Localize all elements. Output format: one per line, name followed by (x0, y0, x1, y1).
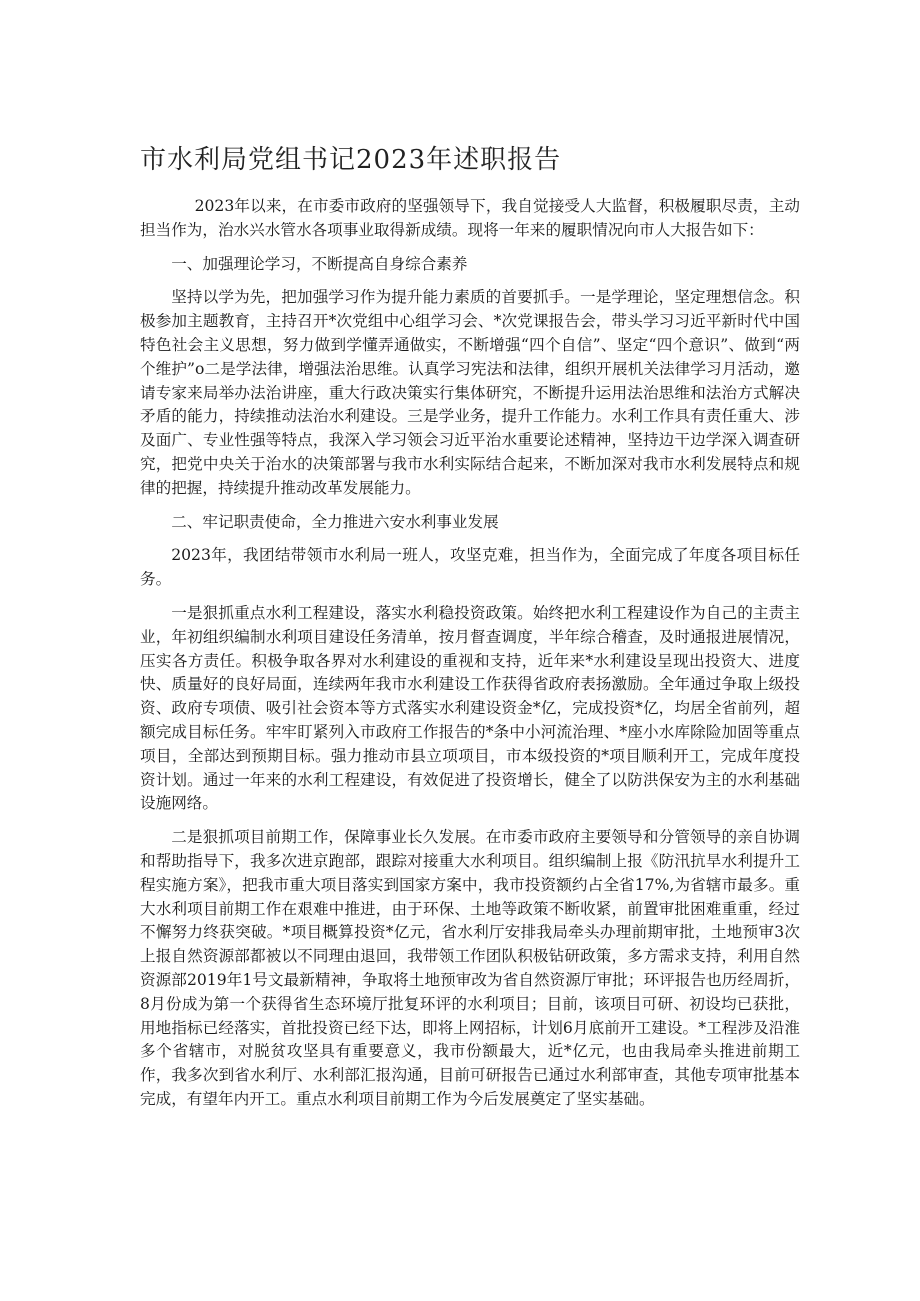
paragraph-project-preparation: 二是狠抓项目前期工作，保障事业长久发展。在市委市政府主要领导和分管领导的亲自协调和帮助指导下，我多次进京跑部，跟踪对接重大水利项目。组织编制上报《防汛抗旱水利提升工程实施方案》，把我市重大项目落实到国家方案中，我市投资额约占全省17%,为省辖市最多。重大水利项目前期工作在艰难中推进，由于环保、土地等政策不断收紧，前置审批困难重重，经过不懈努力终获突破。*项目概算投资*亿元，省水利厅安排我局牵头办理前期审批，土地预审3次上报自然资源部都被以不同理由退回，我带领工作团队积极钻研政策，多方需求支持，利用自然资源部2019年1号文最新精神，争取将土地预审改为省自然资源厅审批；环评报告也历经周折，8月份成为第一个获得省生态环境厅批复环评的水利项目；目前，该项目可研、初设均已获批，用地指标已经落实，首批投资已经下达，即将上网招标，计划6月底前开工建设。*工程涉及沿淮多个省辖市，对脱贫攻坚具有重要意义，我市份额最大，近*亿元，也由我局牵头推进前期工作，我多次到省水利厅、水利部汇报沟通，目前可研报告已通过水利部审查，其他专项审批基本完成，有望年内开工。重点水利项目前期工作为今后发展奠定了坚实基础。 (140, 828, 800, 1108)
section-heading-2: 二、牢记职责使命，全力推进六安水利事业发展 (171, 512, 499, 531)
section-heading-1: 一、加强理论学习，不断提高自身综合素养 (171, 254, 468, 273)
paragraph-theory-study: 坚持以学为先，把加强学习作为提升能力素质的首要抓手。一是学理论，坚定理想信念。积极参加主题教育，主持召开*次党组中心组学习会、*次党课报告会，带头学习习近平新时代中国特色社会主义思想，努力做到学懂弄通做实，不断增强“四个自信”、坚定“四个意识”、做到“两个维护”o二是学法律，增强法治思维。认真学习宪法和法律，组织开展机关法律学习月活动，邀请专家来局举办法治讲座，重大行政决策实行集体研究，不断提升运用法治思维和法治方式解决矛盾的能力，持续推动法治水利建设。三是学业务，提升工作能力。水利工作具有责任重大、涉及面广、专业性强等特点，我深入学习领会习近平治水重要论述精神，坚持边干边学深入调查研究，把党中央关于治水的决策部署与我市水利实际结合起来，不断加深对我市水利发展特点和规律的把握，持续提升推动改革发展能力。 (140, 288, 800, 497)
paragraph-engineering-construction: 一是狠抓重点水利工程建设，落实水利稳投资政策。始终把水利工程建设作为自己的主责主业，年初组织编制水利项目建设任务清单，按月督查调度，半年综合稽查，及时通报进展情况，压实各方责任。积极争取各界对水利建设的重视和支持，近年来*水利建设呈现出投资大、进度快、质量好的良好局面，连续两年我市水利建设工作获得省政府表扬激励。全年通过争取上级投资、政府专项债、吸引社会资本等方式落实水利建设资金*亿，完成投资*亿，均居全省前列，超额完成目标任务。牢牢盯紧列入市政府工作报告的*条中小河流治理、*座小水库除险加固等重点项目，全部达到预期目标。强力推动市县立项项目，市本级投资的*项目顺利开工，完成年度投资计划。通过一年来的水利工程建设，有效促进了投资增长，健全了以防洪保安为主的水利基础设施网络。 (140, 603, 800, 813)
document-body (140, 195, 800, 1112)
document-title: 市水利局党组书记2023年述职报告 (140, 145, 562, 175)
paragraph-annual-summary: 2023年，我团结带领市水利局一班人，攻坚克难，担当作为，全面完成了年度各项目标任务。 (140, 546, 800, 589)
intro-paragraph: 2023年以来，在市委市政府的坚强领导下，我自觉接受人大监督，积极履职尽责，主动担当作为，治水兴水管水各项事业取得新成绩。现将一年来的履职情况向市人大报告如下： (140, 197, 800, 239)
